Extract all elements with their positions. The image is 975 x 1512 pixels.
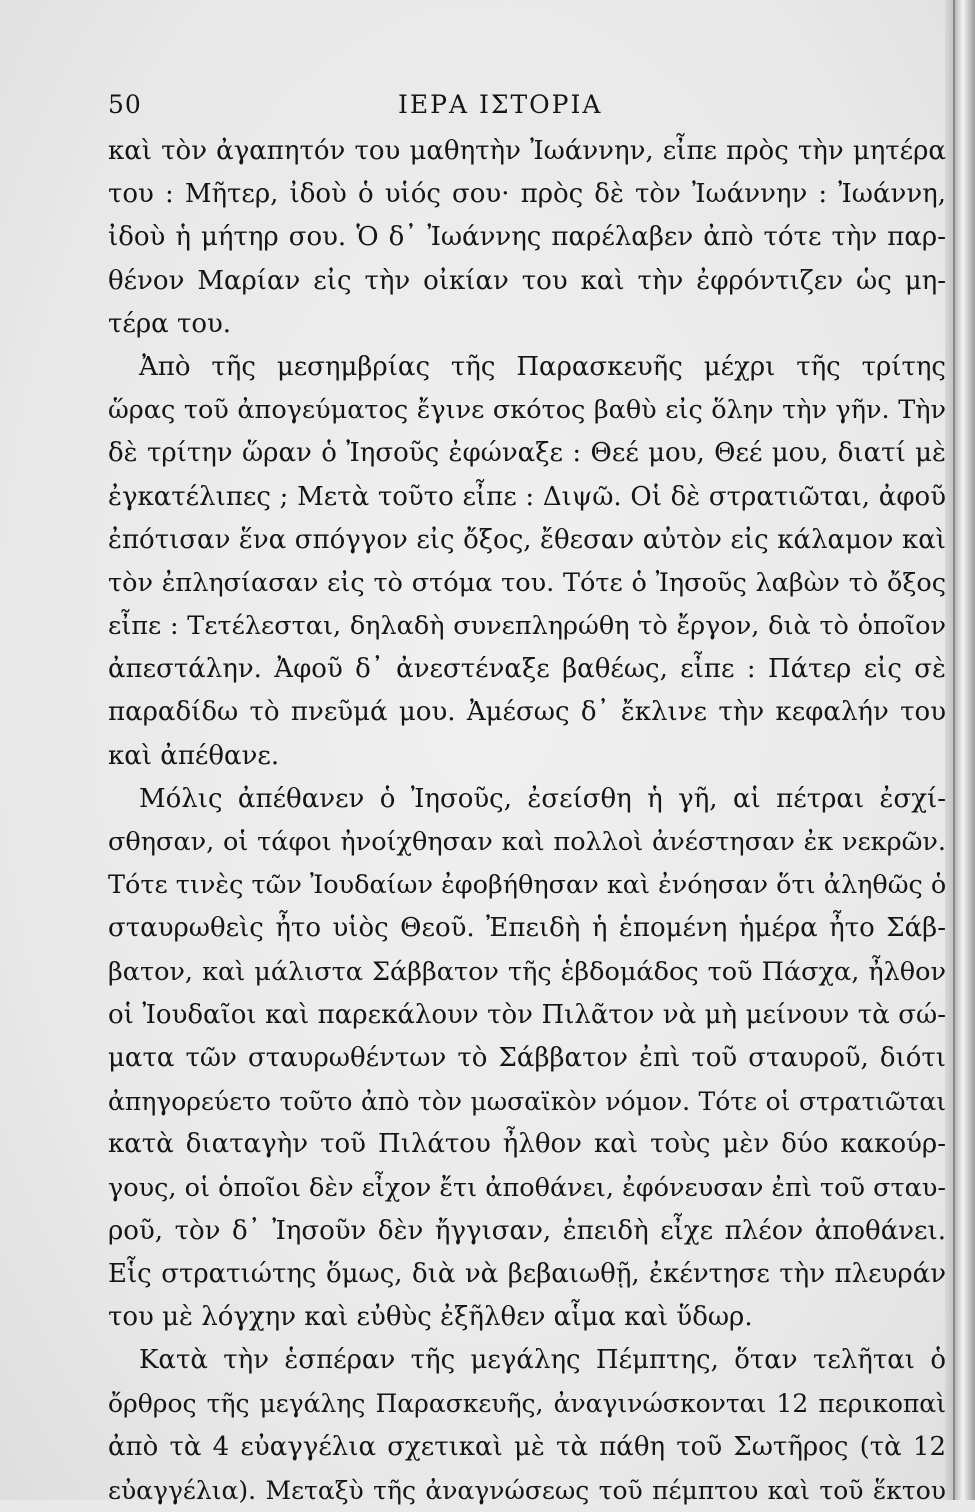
text-line: δὲ τρίτην ὥραν ὁ Ἰησοῦς ἐφώναξε : Θεέ μου, Θεέ μου, διατί μὲ: [108, 438, 946, 469]
text-line: ἀπὸ τὰ 4 εὐαγγέλια σχετικαὶ μὲ τὰ πάθη τοῦ Σωτῆρος (τὰ 12: [108, 1431, 946, 1462]
text-line: γους, οἱ ὁποῖοι δὲν εἶχον ἔτι ἀποθάνει, ἐφόνευσαν ἐπὶ τοῦ σταυ-: [108, 1172, 946, 1203]
text-line: ἀπεστάλην. Ἀφοῦ δ᾽ ἀνεστέναξε βαθέως, εἶπε : Πάτερ εἰς σὲ: [108, 654, 946, 685]
text-line: ἰδοὺ ἡ μήτηρ σου. Ὁ δ᾽ Ἰωάννης παρέλαβεν ἀπὸ τότε τὴν παρ-: [108, 222, 946, 253]
text-line: Κατὰ τὴν ἑσπέραν τῆς μεγάλης Πέμπτης, ὅταν τελῆται ὁ: [139, 1345, 946, 1376]
text-line: θένον Μαρίαν εἰς τὴν οἰκίαν του καὶ τὴν ἐφρόντιζεν ὡς μη-: [108, 265, 946, 296]
text-line: σθησαν, οἱ τάφοι ἠνοίχθησαν καὶ πολλοὶ ἀνέστησαν ἐκ νεκρῶν.: [108, 827, 946, 857]
text-line: τέρα του.: [108, 308, 232, 339]
text-line: ματα τῶν σταυρωθέντων τὸ Σάββατον ἐπὶ τοῦ σταυροῦ, διότι: [108, 1042, 946, 1073]
page-binding-edge: [945, 0, 975, 1500]
text-line: παραδίδω τὸ πνεῦμά μου. Ἀμέσως δ᾽ ἔκλινε τὴν κεφαλήν του: [108, 697, 946, 728]
text-line: ροῦ, τὸν δ᾽ Ἰησοῦν δὲν ἤγγισαν, ἐπειδὴ εἶχε πλέον ἀποθάνει.: [108, 1215, 946, 1246]
text-line: τὸν ἐπλησίασαν εἰς τὸ στόμα του. Τότε ὁ Ἰησοῦς λαβὼν τὸ ὄξος: [108, 567, 946, 598]
text-line: οἱ Ἰουδαῖοι καὶ παρεκάλουν τὸν Πιλᾶτον νὰ μὴ μείνουν τὰ σώ-: [108, 999, 946, 1030]
text-line: ὥρας τοῦ ἀπογεύματος ἔγινε σκότος βαθὺ εἰς ὅλην τὴν γῆν. Τὴν: [108, 395, 946, 426]
text-line: ὄρθρος τῆς μεγάλης Παρασκευῆς, ἀναγινώσκονται 12 περικοπαὶ: [108, 1389, 946, 1419]
text-line: καὶ ἀπέθανε.: [108, 740, 280, 771]
text-line: σταυρωθεὶς ἦτο υἱὸς Θεοῦ. Ἐπειδὴ ἡ ἑπομένη ἡμέρα ἦτο Σάβ-: [108, 913, 946, 944]
text-line: εἶπε : Τετέλεσται, δηλαδὴ συνεπληρώθη τὸ ἔργον, διὰ τὸ ὁποῖον: [108, 611, 946, 642]
text-line: ἐπότισαν ἕνα σπόγγον εἰς ὄξος, ἔθεσαν αὐτὸν εἰς κάλαμον καὶ: [108, 524, 946, 555]
text-line: Εἷς στρατιώτης ὅμως, διὰ νὰ βεβαιωθῇ, ἐκέντησε τὴν πλευράν: [108, 1258, 946, 1289]
text-line: εὐαγγέλια). Μεταξὺ τῆς ἀναγνώσεως τοῦ πέμπτου καὶ τοῦ ἕκτου: [108, 1475, 946, 1505]
text-line: του : Μῆτερ, ἰδοὺ ὁ υἱός σου· πρὸς δὲ τὸν Ἰωάννην : Ἰωάννη,: [108, 179, 946, 210]
text-line: βατον, καὶ μάλιστα Σάββατον τῆς ἑβδομάδος τοῦ Πάσχα, ἦλθον: [108, 956, 946, 987]
text-line: Ἀπὸ τῆς μεσημβρίας τῆς Παρασκευῆς μέχρι τῆς τρίτης: [139, 351, 946, 382]
text-line: Μόλις ἀπέθανεν ὁ Ἰησοῦς, ἐσείσθη ἡ γῆ, αἱ πέτραι ἐσχί-: [139, 783, 946, 814]
book-title: ΙΕΡΑ ΙΣΤΟΡΙΑ: [398, 90, 603, 119]
text-line: ἐγκατέλιπες ; Μετὰ τοῦτο εἶπε : Διψῶ. Οἱ δὲ στρατιῶται, ἀφοῦ: [108, 481, 946, 512]
text-line: του μὲ λόγχην καὶ εὐθὺς ἐξῆλθεν αἷμα καὶ ὕδωρ.: [108, 1302, 753, 1333]
body-text: [108, 130, 947, 1505]
text-line: ἀπηγορεύετο τοῦτο ἀπὸ τὸν μωσαϊκὸν νόμον. Τότε οἱ στρατιῶται: [108, 1087, 946, 1117]
text-line: Τότε τινὲς τῶν Ἰουδαίων ἐφοβήθησαν καὶ ἐνόησαν ὅτι ἀληθῶς ὁ: [108, 870, 947, 901]
binding-shadow-line: [953, 0, 955, 1500]
page-number: 50: [108, 90, 142, 119]
running-head: [108, 88, 946, 128]
text-line: καὶ τὸν ἀγαπητόν του μαθητὴν Ἰωάννην, εἶπε πρὸς τὴν μητέρα: [108, 136, 946, 166]
text-line: κατὰ διαταγὴν τοῦ Πιλάτου ἦλθον καὶ τοὺς μὲν δύο κακούρ-: [108, 1129, 946, 1160]
